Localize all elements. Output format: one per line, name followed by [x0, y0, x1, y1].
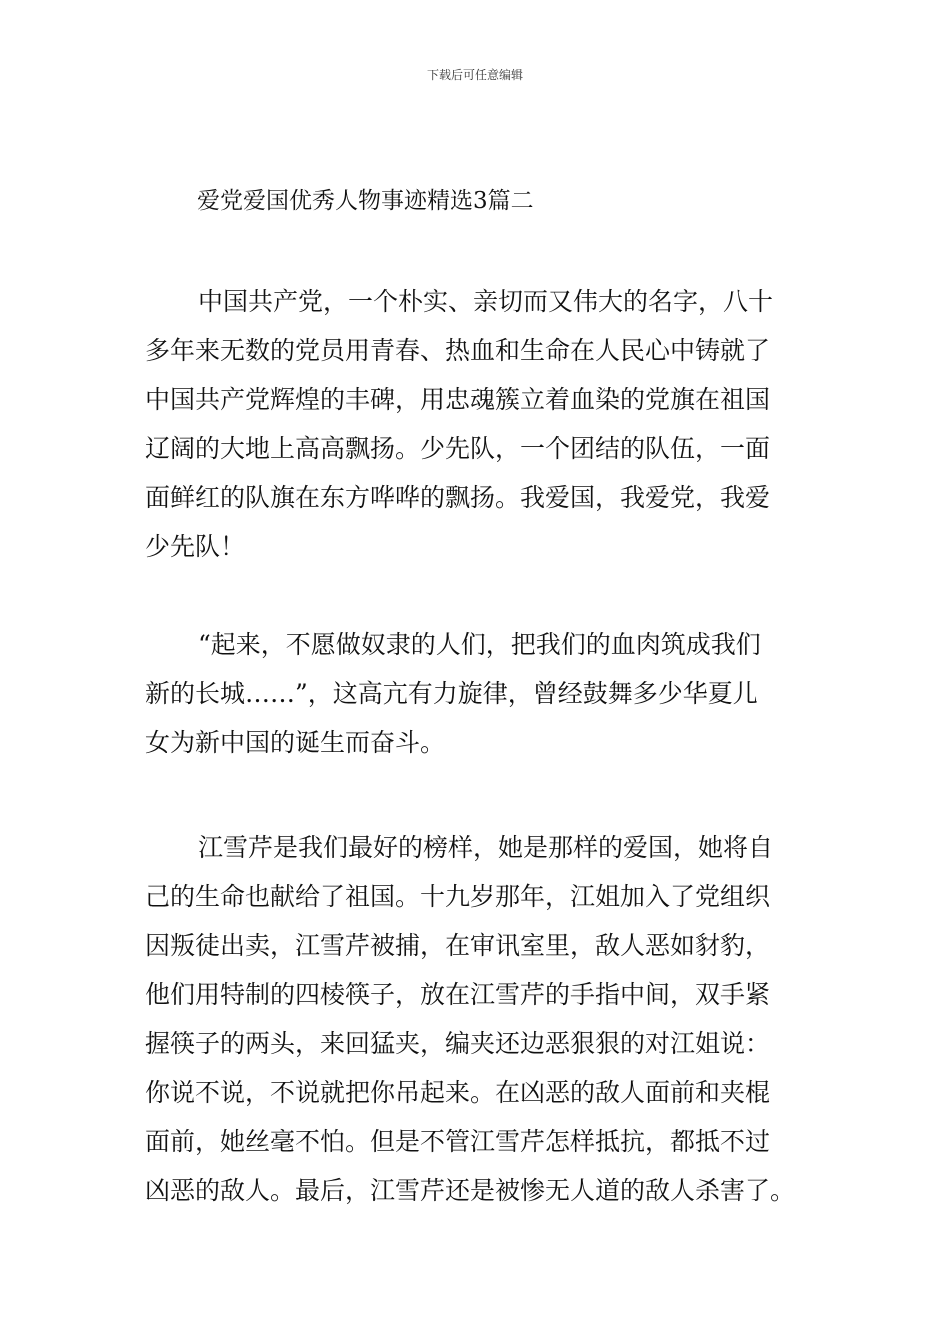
paragraph-line: 多年来无数的党员用青春、热血和生命在人民心中铸就了 [145, 336, 771, 365]
paragraph-line: 凶恶的敌人。最后，江雪芹还是被惨无人道的敌人杀害了。 [145, 1176, 796, 1205]
paragraph-line: 新的长城……”，这高亢有力旋律，曾经鼓舞多少华夏儿 [145, 679, 758, 708]
paragraph-line: 江雪芹是我们最好的榜样，她是那样的爱国，她将自 [198, 833, 774, 862]
document-title: 爱党爱国优秀人物事迹精选3篇二 [197, 188, 534, 214]
paragraph-line: 少先队！ [145, 532, 246, 561]
header-note: 下载后可任意编辑 [426, 68, 523, 82]
paragraph-line: “起来，不愿做奴隶的人们，把我们的血肉筑成我们 [198, 630, 761, 659]
paragraph-line: 因叛徒出卖，江雪芹被捕，在审讯室里，敌人恶如豺豹， [145, 931, 771, 960]
paragraph-line: 面前，她丝毫不怕。但是不管江雪芹怎样抵抗，都抵不过 [145, 1127, 771, 1156]
paragraph-line: 握筷子的两头，来回猛夹，编夹还边恶狠狠的对江姐说： [145, 1029, 771, 1058]
paragraph-line: 中国共产党辉煌的丰碑，用忠魂簇立着血染的党旗在祖国 [145, 385, 771, 414]
paragraph-1 [145, 277, 773, 571]
paragraph-line: 他们用特制的四棱筷子，放在江雪芹的手指中间，双手紧 [145, 980, 771, 1009]
paragraph-line: 你说不说，不说就把你吊起来。在凶恶的敌人面前和夹棍 [145, 1078, 771, 1107]
paragraph-line: 女为新中国的诞生而奋斗。 [145, 728, 446, 757]
paragraph-line: 面鲜红的队旗在东方哗哗的飘扬。我爱国，我爱党，我爱 [145, 483, 771, 512]
paragraph-line: 中国共产党，一个朴实、亲切而又伟大的名字，八十 [198, 287, 774, 316]
paragraph-line: 辽阔的大地上高高飘扬。少先队，一个团结的队伍，一面 [145, 434, 771, 463]
paragraph-line: 己的生命也献给了祖国。十九岁那年，江姐加入了党组织 [145, 882, 771, 911]
paragraph-2 [145, 620, 761, 767]
paragraph-3 [145, 823, 795, 1215]
